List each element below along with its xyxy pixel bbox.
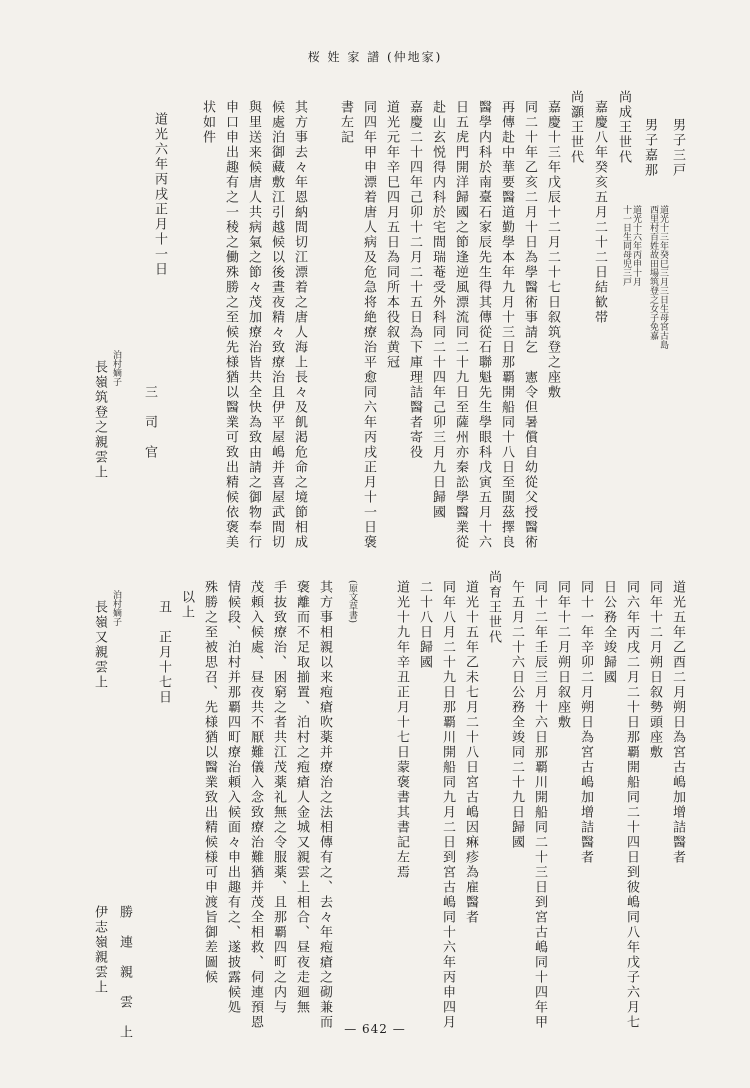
upper-column-5: 十一日生同母児三戸 <box>621 205 631 286</box>
upper-column-2: 西里村百姓故田場筑登之女子免嘉 <box>648 205 658 340</box>
lower-column-22: 勝 連 親 雲 上 <box>117 905 132 1040</box>
upper-column-18: 書左記 <box>338 100 353 145</box>
lower-column-9: 道光十五年乙未七月二十八日宮古嶋因痳疹為雇醫者 <box>463 580 478 925</box>
upper-column-26: 泊村嫡子 <box>111 350 121 386</box>
upper-column-14: 赴山玄悦得内科於宅間瑞菴受外科同二十四年己卯三月九日歸國 <box>430 100 445 520</box>
section-divider <box>60 544 690 545</box>
upper-column-3: 男子嘉那 <box>642 118 657 178</box>
lower-column-3: 日公務全竣歸國 <box>601 580 616 685</box>
lower-column-23: 伊志嶺親雲上 <box>92 905 107 995</box>
lower-column-8: 尚育王世代 <box>486 570 501 645</box>
upper-column-16: 道光元年辛巳四月五日為同所本役叙黄冠 <box>384 100 399 370</box>
upper-column-19: 其方事去々年恩納間切江漂着之唐人海上長々及飢渇危命之境節相成 <box>292 100 307 550</box>
page-number: — 642 — <box>344 1022 406 1036</box>
lower-column-6: 同十二年壬辰三月十六日那覇川開船同二十三日到宮古嶋同十四年甲 <box>532 580 547 1030</box>
lower-column-4: 同十一年辛卯二月朔日為宮古嶋加增詰醫者 <box>578 580 593 865</box>
lower-column-5: 同年十二月朔日叙座敷 <box>555 580 570 730</box>
upper-column-10: 同二十年乙亥二月十日為學醫術事請乞 憲令但暑償自幼從父授醫術 <box>522 100 537 550</box>
upper-column-23: 状如件 <box>200 100 215 145</box>
upper-column-22: 申口申出趣有之一稜之働殊勝之至候先様猶以醫業可致出精候依褒美 <box>223 100 238 550</box>
upper-column-15: 嘉慶二十四年己卯十二月二十五日為下庫理詰醫者寄役 <box>407 100 422 460</box>
lower-column-13: (原文草書) <box>347 580 357 624</box>
lower-column-21: 丑 正月十七日 <box>156 600 171 705</box>
upper-column-20: 候處泊御藏敷江引越候以後晝夜精々致療治且伊平屋嶋并喜屋武間切 <box>269 100 284 550</box>
lower-column-20: 以上 <box>179 590 194 620</box>
upper-column-25: 三 司 官 <box>142 385 157 460</box>
page-header: 桜 姓 家 譜 (仲地家) <box>307 50 443 64</box>
upper-column-0: 男子三戸 <box>670 118 685 178</box>
upper-column-21: 與里送来候唐人共病氣之節々茂加療治皆共全快為致由請之御物奉行 <box>246 100 261 550</box>
lower-column-17: 茂頼入候處、昼夜共不厭難儀入念致療治難猶并茂全相救、伺連預恩 <box>248 580 263 1030</box>
upper-column-27: 長嶺筑登之親雲上 <box>92 360 107 480</box>
lower-column-7: 午五月二十六日公務全竣同二十九日歸國 <box>509 580 524 850</box>
upper-column-11: 再傳赴中華要醫道勤學本年九月十三日那覇開船同十八日至閩茲擇良 <box>499 100 514 550</box>
lower-column-1: 同年十二月朔日叙勢頭座敷 <box>647 580 662 760</box>
upper-column-12: 醫學内科於南臺石家辰先生得其傳從石聯魁先生學眼科戊寅五月十六 <box>476 100 491 550</box>
lower-column-25: 長嶺又親雲上 <box>92 600 107 690</box>
upper-column-4: 道光十六年丙申十月 <box>631 205 641 286</box>
upper-column-6: 尚成王世代 <box>616 90 631 165</box>
upper-column-8: 尚灝王世代 <box>568 90 583 165</box>
lower-column-2: 同六年丙戌二月二十日那覇開船同二十四日到彼嶋同八年戊子六月七 <box>624 580 639 1030</box>
lower-column-24: 泊村嫡子 <box>111 590 121 626</box>
lower-column-10: 同年八月二十九日那覇川開船同九月二日到宮古嶋同十六年丙申四月 <box>440 580 455 1030</box>
upper-column-13: 日五虎門開洋歸國之節逢逆風漂流同二十九日至薩州亦秦訟學醫業從 <box>453 100 468 550</box>
lower-column-14: 其方事相親以来疱瘡吹薬并療治之法相傳有之、去々年疱瘡之砌兼而 <box>317 580 332 1030</box>
lower-column-19: 殊勝之至被思召、先様猶以醫業致出精候様可申渡旨御差圖候 <box>202 580 217 985</box>
lower-column-11: 二十八日歸國 <box>417 580 432 670</box>
lower-column-15: 褒離而不足取揃置、泊村之疱瘡人金城又親雲上相合、昼夜走廻無 <box>294 580 309 1015</box>
upper-column-17: 同四年甲申漂着唐人病及危急将絶療治平愈同六年丙戌正月十一日褒 <box>361 100 376 550</box>
upper-column-24: 道光六年丙戌正月十一日 <box>152 112 167 277</box>
lower-column-16: 手抜致療治、困窮之者共江茂薬礼無之令服薬、且那覇四町之内与 <box>271 580 286 1015</box>
lower-column-18: 情候段、泊村并那覇四町療治頼入候面々申出趣有之、遂披露候処 <box>225 580 240 1015</box>
upper-column-1: 道光十三年癸巳三月三日生母宮古島 <box>658 205 668 349</box>
lower-column-0: 道光五年乙酉二月朔日為宮古嶋加增詰醫者 <box>670 580 685 865</box>
upper-column-7: 嘉慶八年癸亥五月二十二日結歓帯 <box>592 100 607 325</box>
upper-column-9: 嘉慶十三年戊辰十二月二十七日叙筑登之座敷 <box>545 100 560 400</box>
lower-column-12: 道光十九年辛丑正月十七日蒙褒書其書記左焉 <box>394 580 409 880</box>
